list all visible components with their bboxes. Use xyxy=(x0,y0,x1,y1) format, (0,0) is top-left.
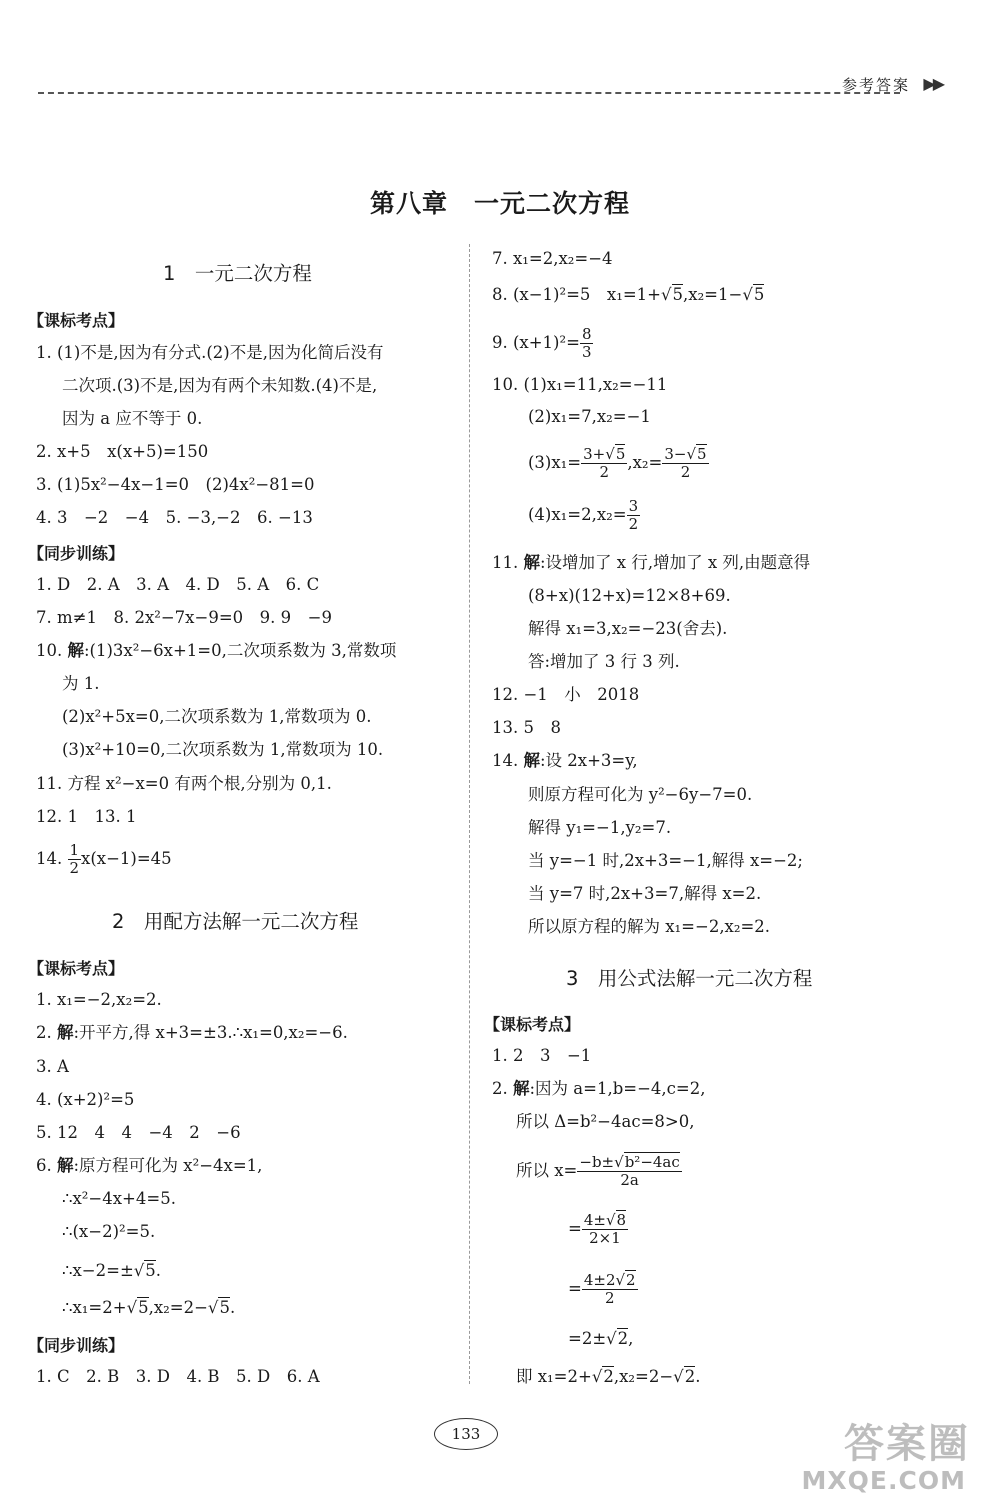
s2-line-4: 4. (x+2)²=5 xyxy=(36,1090,135,1109)
header-arrow-icon: ▶▶ xyxy=(923,74,942,93)
page-number: 133 xyxy=(434,1418,498,1450)
s1-line-5: 3. (1)5x²−4x−1=0 (2)4x²−81=0 xyxy=(36,475,315,494)
fraction: $\frac{3}{2}$ xyxy=(628,497,639,533)
s2-train-1: 1. C 2. B 3. D 4. B 5. D 6. A xyxy=(36,1367,320,1386)
r-line-10a: 10. (1)x₁=11,x₂=−11 xyxy=(492,375,668,394)
s3-line-8: 即 x₁=2+√2,x₂=2−√2. xyxy=(516,1367,701,1386)
s3-line-6: = $\frac{4\pm 2√2}{2}$ xyxy=(568,1271,636,1307)
s3-line-7: =2±√2, xyxy=(568,1329,634,1348)
r-line-7: 7. x₁=2,x₂=−4 xyxy=(492,249,613,268)
section-3-title: 3 用公式法解一元二次方程 xyxy=(566,967,813,990)
s1-line-1: 1. (1)不是,因为有分式.(2)不是,因为化简后没有 xyxy=(36,343,384,362)
r-line-10d: (4)x₁=2,x₂= $\frac{3}{2}$ xyxy=(528,497,639,533)
s1-train-4: 为 1. xyxy=(62,674,100,693)
section-2-title: 2 用配方法解一元二次方程 xyxy=(112,910,359,933)
tag-kbkd: 【课标考点】 xyxy=(28,311,125,330)
section-1-title: 1 一元二次方程 xyxy=(163,262,312,285)
header-rule xyxy=(38,92,900,94)
s1-train-3: 10. 解:(1)3x²−6x+1=0,二次项系数为 3,常数项 xyxy=(36,641,397,660)
s1-train-9: 14. $\frac{1}{2}$ x(x−1)=45 xyxy=(36,841,172,877)
chapter-title: 第八章 一元二次方程 xyxy=(369,189,630,218)
tag-kbkd-2: 【课标考点】 xyxy=(28,959,125,978)
s2-line-10: ∴x₁=2+√5,x₂=2−√5. xyxy=(62,1298,236,1317)
r-line-13: 13. 5 8 xyxy=(492,718,561,737)
column-divider xyxy=(469,244,470,1384)
s2-line-5: 5. 12 4 4 −4 2 −6 xyxy=(36,1123,241,1142)
s1-line-4: 2. x+5 x(x+5)=150 xyxy=(36,442,209,461)
s2-line-8: ∴(x−2)²=5. xyxy=(62,1222,156,1241)
s1-train-7: 11. 方程 x²−x=0 有两个根,分别为 0,1. xyxy=(36,774,332,793)
s3-line-1: 1. 2 3 −1 xyxy=(492,1046,592,1065)
s2-line-6: 6. 解:原方程可化为 x²−4x=1, xyxy=(36,1156,263,1175)
fraction: $\frac{3+√5}{2}$ xyxy=(583,445,626,481)
s2-line-1: 1. x₁=−2,x₂=2. xyxy=(36,990,162,1009)
fraction: $\frac{4\pm 2√2}{2}$ xyxy=(583,1271,636,1307)
s3-line-2: 2. 解:因为 a=1,b=−4,c=2, xyxy=(492,1079,706,1098)
r-line-14e: 当 y=7 时,2x+3=7,解得 x=2. xyxy=(528,884,762,903)
r-line-14a: 14. 解:设 2x+3=y, xyxy=(492,751,638,770)
s1-line-6: 4. 3 −2 −4 5. −3,−2 6. −13 xyxy=(36,508,313,527)
r-line-11c: 解得 x₁=3,x₂=−23(舍去). xyxy=(528,619,728,638)
s1-train-5: (2)x²+5x=0,二次项系数为 1,常数项为 0. xyxy=(62,707,372,726)
s1-train-2: 7. m≠1 8. 2x²−7x−9=0 9. 9 −9 xyxy=(36,608,332,627)
s2-line-7: ∴x²−4x+4=5. xyxy=(62,1189,176,1208)
r-line-9: 9. (x+1)²= $\frac{8}{3}$ xyxy=(492,325,592,361)
header-label: 参考答案 xyxy=(841,76,910,94)
r-line-10c: (3)x₁= $\frac{3+√5}{2}$ ,x₂= $\frac{3-√5}{2}$ xyxy=(528,445,707,481)
r-line-14d: 当 y=−1 时,2x+3=−1,解得 x=−2; xyxy=(528,851,803,870)
r-line-11d: 答:增加了 3 行 3 列. xyxy=(528,652,680,671)
s3-line-3: 所以 Δ=b²−4ac=8>0, xyxy=(516,1112,695,1131)
r-line-14f: 所以原方程的解为 x₁=−2,x₂=2. xyxy=(528,917,771,936)
fraction: $\frac{3-√5}{2}$ xyxy=(664,445,707,481)
s2-line-2: 2. 解:开平方,得 x+3=±3.∴x₁=0,x₂=−6. xyxy=(36,1023,348,1042)
r-line-12: 12. −1 小 2018 xyxy=(492,685,640,704)
watermark-url: MXQE.COM xyxy=(801,1466,966,1495)
fraction: $\frac{\text{−b±√b²−4ac}}{2a}$ xyxy=(579,1153,680,1189)
r-line-11b: (8+x)(12+x)=12×8+69. xyxy=(528,586,731,605)
r-line-14c: 解得 y₁=−1,y₂=7. xyxy=(528,818,672,837)
s1-train-1: 1. D 2. A 3. A 4. D 5. A 6. C xyxy=(36,575,320,594)
tag-tbxl-2: 【同步训练】 xyxy=(28,1336,125,1355)
r-line-11a: 11. 解:设增加了 x 行,增加了 x 列,由题意得 xyxy=(492,553,811,572)
fraction: $\frac{4\pm√8}{2\times 1}$ xyxy=(583,1211,627,1247)
r-line-8: 8. (x−1)²=5 x₁=1+√5,x₂=1−√5 xyxy=(492,285,765,304)
r-line-10b: (2)x₁=7,x₂=−1 xyxy=(528,407,651,426)
s3-line-4: 所以 x= $\frac{\text{−b±√b²−4ac}}{2a}$ xyxy=(516,1153,680,1189)
s3-line-5: = $\frac{4\pm√8}{2\times 1}$ xyxy=(568,1211,627,1247)
s1-line-3: 因为 a 应不等于 0. xyxy=(62,409,203,428)
fraction: $\frac{8}{3}$ xyxy=(581,325,592,361)
r-line-14b: 则原方程可化为 y²−6y−7=0. xyxy=(528,785,753,804)
s2-line-9: ∴x−2=±√5. xyxy=(62,1261,162,1280)
tag-kbkd-3: 【课标考点】 xyxy=(484,1015,581,1034)
watermark-logo: 答案圈 xyxy=(844,1421,970,1467)
s2-line-3: 3. A xyxy=(36,1057,69,1076)
s1-train-8: 12. 1 13. 1 xyxy=(36,807,137,826)
s1-train-6: (3)x²+10=0,二次项系数为 1,常数项为 10. xyxy=(62,740,384,759)
s1-line-2: 二次项.(3)不是,因为有两个未知数.(4)不是, xyxy=(62,376,378,395)
tag-tbxl-1: 【同步训练】 xyxy=(28,544,125,563)
fraction: $\frac{1}{2}$ xyxy=(69,841,80,877)
